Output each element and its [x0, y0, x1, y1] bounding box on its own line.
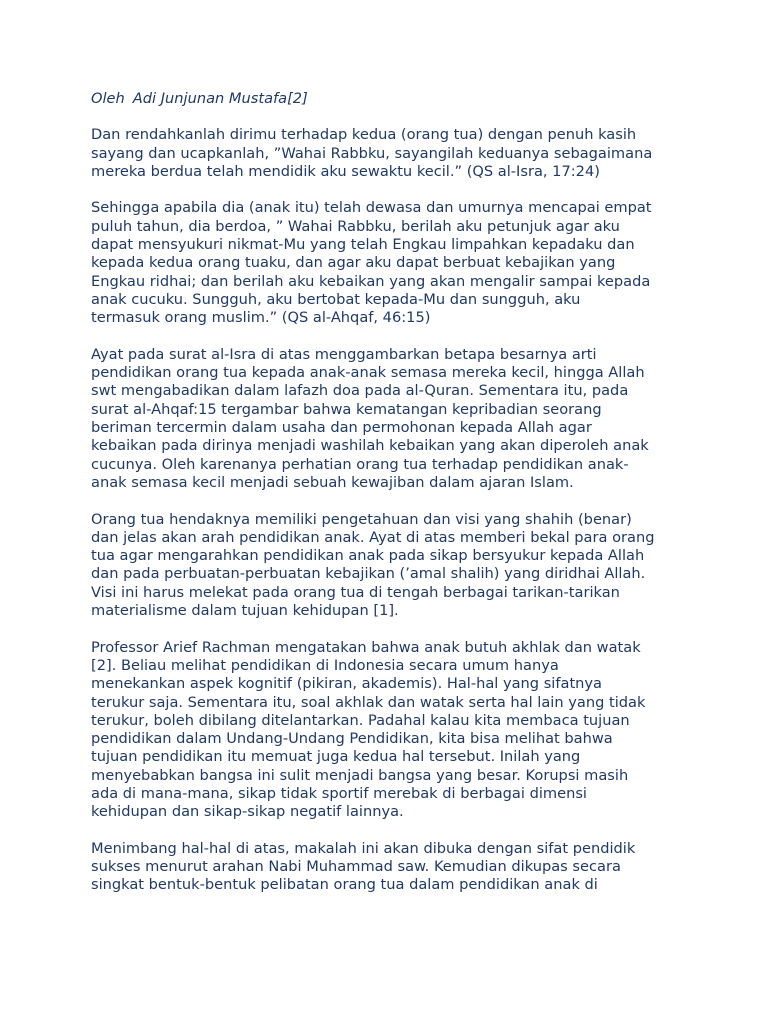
- paragraph-line: dapat mensyukuri nikmat-Mu yang telah Engkau limpahkan kepadaku dan: [91, 236, 635, 254]
- paragraph-line: dan jelas akan arah pendidikan anak. Ayat di atas memberi bekal para orang: [91, 528, 655, 546]
- paragraph-line: kepada kedua orang tuaku, dan agar aku dapat berbuat kebajikan yang: [91, 254, 616, 272]
- paragraph-line: sayang dan ucapkanlah, ”Wahai Rabbku, sayangilah keduanya sebagaimana: [91, 144, 653, 162]
- paragraph-line: ada di mana-mana, sikap tidak sportif merebak di berbagai dimensi: [91, 784, 587, 802]
- paragraph-line: mereka berdua telah mendidik aku sewaktu kecil.” (QS al-Isra, 17:24): [91, 162, 600, 180]
- paragraph-line: anak cucuku. Sungguh, aku bertobat kepada-Mu dan sungguh, aku: [91, 290, 581, 308]
- paragraph-line: Visi ini harus melekat pada orang tua di tengah berbagai tarikan-tarikan: [91, 583, 620, 601]
- paragraph-line: terukur, boleh dibilang ditelantarkan. Padahal kalau kita membaca tujuan: [91, 711, 630, 729]
- paragraph-line: puluh tahun, dia berdoa, ” Wahai Rabbku, berilah aku petunjuk agar aku: [91, 217, 620, 235]
- paragraph-line: menyebabkan bangsa ini sulit menjadi bangsa yang besar. Korupsi masih: [91, 766, 629, 784]
- paragraph-line: kebaikan pada dirinya menjadi washilah kebaikan yang akan diperoleh anak: [91, 437, 649, 455]
- paragraph-line: dan pada perbuatan-perbuatan kebajikan (’amal shalih) yang diridhai Allah.: [91, 565, 646, 583]
- paragraph: [91, 346, 691, 492]
- paragraph-line: tujuan pendidikan itu memuat juga kedua hal tersebut. Inilah yang: [91, 748, 581, 766]
- paragraph: [91, 199, 691, 327]
- body-text: [91, 126, 691, 894]
- byline-prefix: Oleh: [91, 90, 125, 107]
- paragraph-line: [2]. Beliau melihat pendidikan di Indonesia secara umum hanya: [91, 656, 559, 674]
- paragraph-line: singkat bentuk-bentuk pelibatan orang tua dalam pendidikan anak di: [91, 876, 598, 894]
- paragraph-line: beriman tercermin dalam usaha dan permohonan kepada Allah agar: [91, 419, 592, 437]
- paragraph-line: Ayat pada surat al-Isra di atas menggambarkan betapa besarnya arti: [91, 345, 597, 363]
- paragraph: [91, 126, 691, 181]
- paragraph-line: swt mengabadikan dalam lafazh doa pada al-Quran. Sementara itu, pada: [91, 382, 629, 400]
- paragraph-line: Professor Arief Rachman mengatakan bahwa anak butuh akhlak dan watak: [91, 638, 641, 656]
- paragraph-line: anak semasa kecil menjadi sebuah kewajiban dalam ajaran Islam.: [91, 473, 574, 491]
- paragraph-line: sukses menurut arahan Nabi Muhammad saw. Kemudian dikupas secara: [91, 858, 621, 876]
- paragraph-line: pendidikan orang tua kepada anak-anak semasa mereka kecil, hingga Allah: [91, 364, 645, 382]
- paragraph-line: kehidupan dan sikap-sikap negatif lainnya.: [91, 803, 404, 821]
- paragraph: [91, 639, 691, 822]
- paragraph-line: cucunya. Oleh karenanya perhatian orang tua terhadap pendidikan anak-: [91, 455, 629, 473]
- paragraph-line: pendidikan dalam Undang-Undang Pendidikan, kita bisa melihat bahwa: [91, 730, 613, 748]
- document-page: [91, 90, 691, 913]
- paragraph-line: Dan rendahkanlah dirimu terhadap kedua (orang tua) dengan penuh kasih: [91, 126, 637, 144]
- author-name: Adi Junjunan Mustafa[2]: [132, 90, 308, 107]
- paragraph-line: Orang tua hendaknya memiliki pengetahuan dan visi yang shahih (benar): [91, 510, 632, 528]
- paragraph-line: surat al-Ahqaf:15 tergambar bahwa kematangan kepribadian seorang: [91, 400, 602, 418]
- paragraph-line: tua agar mengarahkan pendidikan anak pada sikap bersyukur kepada Allah: [91, 547, 645, 565]
- paragraph-line: menekankan aspek kognitif (pikiran, akademis). Hal-hal yang sifatnya: [91, 675, 602, 693]
- paragraph-line: Sehingga apabila dia (anak itu) telah dewasa dan umurnya mencapai empat: [91, 199, 652, 217]
- paragraph: [91, 840, 691, 895]
- paragraph-line: materialisme dalam tujuan kehidupan [1].: [91, 602, 399, 620]
- byline: [91, 90, 691, 108]
- paragraph-line: Menimbang hal-hal di atas, makalah ini akan dibuka dengan sifat pendidik: [91, 839, 636, 857]
- paragraph-line: terukur saja. Sementara itu, soal akhlak dan watak serta hal lain yang tidak: [91, 693, 646, 711]
- paragraph-line: Engkau ridhai; dan berilah aku kebaikan yang akan mengalir sampai kepada: [91, 272, 651, 290]
- paragraph: [91, 511, 691, 621]
- paragraph-line: termasuk orang muslim.” (QS al-Ahqaf, 46:15): [91, 309, 431, 327]
